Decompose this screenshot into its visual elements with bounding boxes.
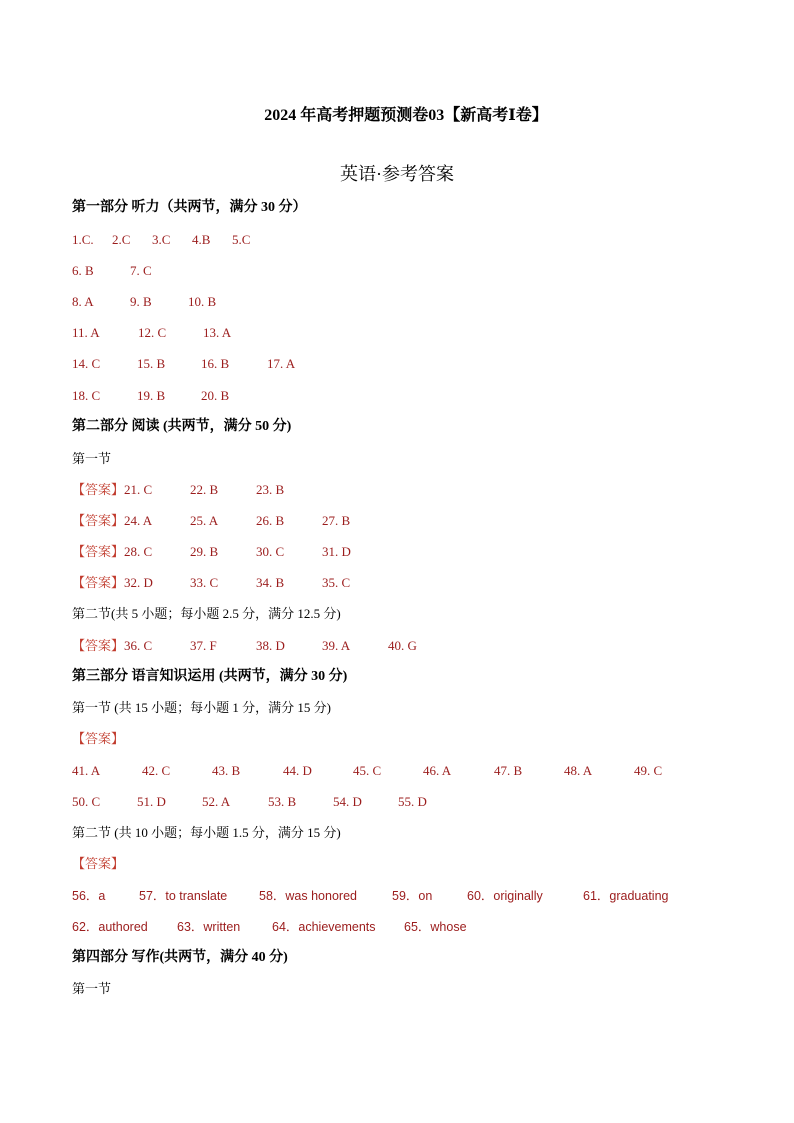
answer-item: 17. A [267, 356, 296, 371]
answer-item: 33. C [190, 575, 219, 590]
answer-item: 2.C [112, 232, 131, 247]
answer-tag: 【答案】 [72, 575, 125, 590]
page-title: 2024 年高考押题预测卷03【新高考Ⅰ卷】 [264, 107, 548, 124]
answer-item: 23. B [256, 482, 285, 497]
answer-row [72, 636, 417, 656]
answer-item: 46. A [423, 763, 452, 778]
answer-row [72, 761, 662, 781]
answer-tag-line [72, 729, 124, 749]
answer-row [72, 230, 250, 250]
answer-item: 60．originally [467, 889, 543, 903]
answer-row [72, 792, 427, 812]
answer-item: 35. C [322, 575, 351, 590]
page-subtitle: 英语·参考答案 [340, 164, 454, 184]
answer-item: 64．achievements [272, 920, 376, 934]
answer-item: 1.C. [72, 232, 94, 247]
part3-section2-label: 第二节 (共 10 小题；每小题 1.5 分，满分 15 分) [72, 825, 341, 840]
answer-item: 20. B [201, 388, 230, 403]
answer-item: 6. B [72, 263, 94, 278]
answer-item: 59．on [392, 889, 433, 903]
answer-item: 48. A [564, 763, 593, 778]
part2-section2-label: 第二节(共 5 小题；每小题 2.5 分，满分 12.5 分) [72, 606, 341, 621]
answer-row [72, 386, 229, 406]
answer-item: 32. D [124, 575, 153, 590]
answer-tag: 【答案】 [72, 513, 125, 528]
part3-heading: 第三部分 语言知识运用 (共两节，满分 30 分) [72, 669, 348, 684]
answer-item: 54. D [333, 794, 362, 809]
answer-tag: 【答案】 [72, 544, 125, 559]
answer-item: 40. G [388, 638, 417, 653]
answer-item: 49. C [634, 763, 663, 778]
answer-item: 51. D [137, 794, 166, 809]
part4-section1-label: 第一节 [72, 981, 112, 996]
answer-item: 12. C [138, 325, 167, 340]
answer-row [72, 886, 668, 906]
answer-tag: 【答案】 [72, 638, 125, 653]
answer-item: 38. D [256, 638, 285, 653]
answer-item: 57．to translate [139, 889, 228, 903]
answer-row [72, 261, 152, 281]
answer-item: 7. C [130, 263, 152, 278]
part1-heading: 第一部分 听力（共两节，满分 30 分） [72, 200, 307, 215]
answer-tag: 【答案】 [72, 856, 125, 871]
answer-item: 30. C [256, 544, 285, 559]
answer-row [72, 292, 216, 312]
answer-item: 62．authored [72, 920, 148, 934]
answer-item: 28. C [124, 544, 153, 559]
answer-tag: 【答案】 [72, 482, 125, 497]
answer-item: 42. C [142, 763, 171, 778]
answer-item: 41. A [72, 763, 101, 778]
answer-item: 15. B [137, 356, 166, 371]
answer-item: 44. D [283, 763, 312, 778]
answer-item: 14. C [72, 356, 101, 371]
answer-item: 29. B [190, 544, 219, 559]
answer-row [72, 542, 351, 562]
answer-tag-line [72, 854, 124, 874]
answer-item: 19. B [137, 388, 166, 403]
answer-row [72, 323, 231, 343]
part3-section1-label: 第一节 (共 15 小题；每小题 1 分，满分 15 分) [72, 700, 331, 715]
answer-item: 37. F [190, 638, 217, 653]
part2-section1-label: 第一节 [72, 451, 112, 466]
answer-item: 47. B [494, 763, 523, 778]
answer-item: 65．whose [404, 920, 467, 934]
part2-heading: 第二部分 阅读 (共两节，满分 50 分) [72, 419, 292, 434]
answer-item: 39. A [322, 638, 351, 653]
answer-item: 50. C [72, 794, 101, 809]
part4-heading: 第四部分 写作(共两节，满分 40 分) [72, 950, 288, 965]
answer-row [72, 511, 350, 531]
answer-item: 26. B [256, 513, 285, 528]
answer-item: 22. B [190, 482, 219, 497]
answer-item: 25. A [190, 513, 219, 528]
answer-item: 9. B [130, 294, 152, 309]
answer-item: 5.C [232, 232, 251, 247]
answer-item: 43. B [212, 763, 241, 778]
answer-item: 10. B [188, 294, 217, 309]
answer-item: 53. B [268, 794, 297, 809]
answer-item: 52. A [202, 794, 231, 809]
answer-item: 4.B [192, 232, 211, 247]
answer-item: 58．was honored [259, 889, 357, 903]
answer-item: 16. B [201, 356, 230, 371]
answer-item: 55. D [398, 794, 427, 809]
answer-item: 34. B [256, 575, 285, 590]
answer-item: 27. B [322, 513, 351, 528]
answer-tag: 【答案】 [72, 731, 125, 746]
answer-item: 63．written [177, 920, 241, 934]
answer-item: 31. D [322, 544, 351, 559]
answer-item: 11. A [72, 325, 100, 340]
answer-item: 21. C [124, 482, 153, 497]
answer-item: 61．graduating [583, 889, 669, 903]
answer-item: 3.C [152, 232, 171, 247]
answer-item: 13. A [203, 325, 232, 340]
answer-row [72, 480, 284, 500]
answer-row [72, 573, 350, 593]
answer-item: 18. C [72, 388, 101, 403]
answer-item: 36. C [124, 638, 153, 653]
answer-item: 56．a [72, 889, 106, 903]
answer-item: 45. C [353, 763, 382, 778]
answer-item: 8. A [72, 294, 94, 309]
answer-item: 24. A [124, 513, 153, 528]
answer-row [72, 917, 467, 937]
answer-row [72, 354, 295, 374]
